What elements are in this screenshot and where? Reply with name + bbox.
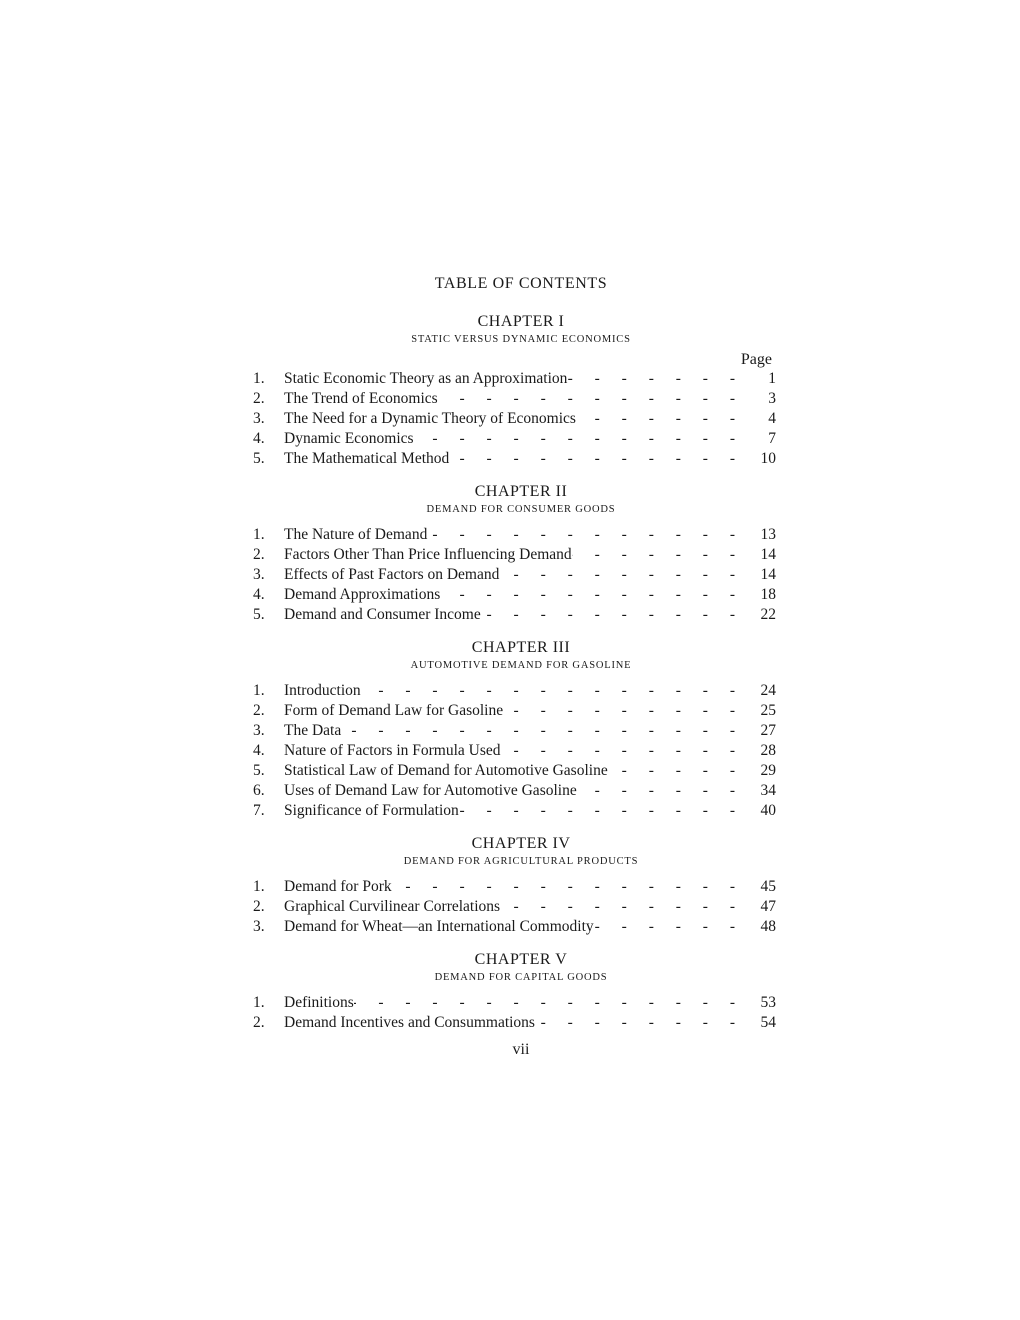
chapter-3 xyxy=(250,639,776,821)
chapter-subtitle: DEMAND FOR CAPITAL GOODS xyxy=(434,972,608,983)
toc-entry[interactable] xyxy=(250,525,776,545)
entry-number: 5. xyxy=(253,450,265,467)
entry-page: 40 xyxy=(760,802,776,819)
entry-title: Factors Other Than Price Influencing Demand xyxy=(284,546,572,563)
entry-page: 48 xyxy=(760,918,776,935)
entry-page: 54 xyxy=(760,1014,776,1031)
entry-title: Demand and Consumer Income xyxy=(284,606,481,623)
page-number: vii xyxy=(512,1041,530,1058)
entry-page: 45 xyxy=(760,878,776,895)
entry-number: 4. xyxy=(253,430,265,447)
entry-number: 2. xyxy=(253,898,265,915)
entry-page: 13 xyxy=(760,526,776,543)
chapter-subtitle: DEMAND FOR AGRICULTURAL PRODUCTS xyxy=(403,856,639,867)
chapter-4 xyxy=(250,835,776,937)
dot-leader xyxy=(535,1013,750,1033)
toc-entry[interactable] xyxy=(250,801,776,821)
entry-title: Demand for Pork xyxy=(284,878,392,895)
entry-number: 1. xyxy=(253,994,265,1011)
entry-page: 47 xyxy=(760,898,776,915)
dot-leader xyxy=(354,993,750,1013)
entry-number: 1. xyxy=(253,526,265,543)
entry-page: 34 xyxy=(760,782,776,799)
toc-entry[interactable] xyxy=(250,993,776,1013)
chapter-heading: CHAPTER III xyxy=(471,639,571,656)
toc-entry[interactable] xyxy=(250,917,776,937)
dot-leader xyxy=(577,781,750,801)
entry-page: 28 xyxy=(760,742,776,759)
entry-title: Static Economic Theory as an Approximation xyxy=(284,370,568,387)
dot-leader xyxy=(427,525,750,545)
entry-number: 5. xyxy=(253,762,265,779)
dot-leader xyxy=(481,605,750,625)
toc-entry[interactable] xyxy=(250,545,776,565)
toc-entry[interactable] xyxy=(250,701,776,721)
toc-entry[interactable] xyxy=(250,897,776,917)
chapter-subtitle: STATIC VERSUS DYNAMIC ECONOMICS xyxy=(411,334,631,345)
toc-entry[interactable] xyxy=(250,585,776,605)
dot-leader xyxy=(440,585,750,605)
entry-number: 3. xyxy=(253,722,265,739)
entry-title: Demand Incentives and Consummations xyxy=(284,1014,535,1031)
entry-page: 10 xyxy=(760,450,776,467)
entry-title: Dynamic Economics xyxy=(284,430,414,447)
entry-list xyxy=(250,993,776,1033)
entry-list xyxy=(250,369,776,469)
toc-entry[interactable] xyxy=(250,409,776,429)
toc-entry[interactable] xyxy=(250,389,776,409)
dot-leader xyxy=(567,369,750,389)
entry-number: 1. xyxy=(253,370,265,387)
chapter-heading: CHAPTER V xyxy=(474,951,568,968)
entry-number: 3. xyxy=(253,566,265,583)
dot-leader xyxy=(594,917,750,937)
entry-number: 5. xyxy=(253,606,265,623)
toc-entry[interactable] xyxy=(250,681,776,701)
toc-entry[interactable] xyxy=(250,449,776,469)
chapter-heading: CHAPTER II xyxy=(474,483,568,500)
toc-entry[interactable] xyxy=(250,1013,776,1033)
chapter-5 xyxy=(250,951,776,1033)
entry-title: Demand for Wheat—an International Commodity xyxy=(284,918,594,935)
entry-title: Significance of Formulation xyxy=(284,802,459,819)
entry-title: Form of Demand Law for Gasoline xyxy=(284,702,504,719)
entry-title: Introduction xyxy=(284,682,361,699)
entry-page: 4 xyxy=(768,410,776,427)
entry-number: 2. xyxy=(253,702,265,719)
toc-title: TABLE OF CONTENTS xyxy=(434,275,608,292)
entry-number: 6. xyxy=(253,782,265,799)
entry-page: 1 xyxy=(768,370,776,387)
entry-title: The Trend of Economics xyxy=(284,390,438,407)
entry-page: 25 xyxy=(760,702,776,719)
entry-page: 27 xyxy=(760,722,776,739)
dot-leader xyxy=(361,681,750,701)
entry-title: Uses of Demand Law for Automotive Gasoline xyxy=(284,782,577,799)
dot-leader xyxy=(414,429,750,449)
entry-title: The Mathematical Method xyxy=(284,450,450,467)
entry-title: Statistical Law of Demand for Automotive Gasoline xyxy=(284,762,608,779)
dot-leader xyxy=(576,409,750,429)
dot-leader xyxy=(392,877,750,897)
chapter-1 xyxy=(250,313,776,469)
toc-entry[interactable] xyxy=(250,605,776,625)
dot-leader xyxy=(503,701,750,721)
entry-number: 4. xyxy=(253,742,265,759)
entry-page: 7 xyxy=(768,430,776,447)
chapter-subtitle: AUTOMOTIVE DEMAND FOR GASOLINE xyxy=(410,660,632,671)
entry-title: Effects of Past Factors on Demand xyxy=(284,566,500,583)
entry-page: 18 xyxy=(760,586,776,603)
entry-number: 1. xyxy=(253,682,265,699)
toc-entry[interactable] xyxy=(250,761,776,781)
page-column-label: Page xyxy=(740,351,772,368)
entry-title: The Data xyxy=(284,722,342,739)
entry-page: 24 xyxy=(760,682,776,699)
entry-title: Graphical Curvilinear Correlations xyxy=(284,898,501,915)
chapter-heading: CHAPTER I xyxy=(477,313,565,330)
entry-number: 7. xyxy=(253,802,265,819)
entry-list xyxy=(250,877,776,937)
toc-entry[interactable] xyxy=(250,429,776,449)
toc-page xyxy=(250,275,776,1059)
chapter-2 xyxy=(250,483,776,625)
toc-entry[interactable] xyxy=(250,369,776,389)
entry-number: 4. xyxy=(253,586,265,603)
entry-title: The Need for a Dynamic Theory of Economics xyxy=(284,410,576,427)
entry-title: The Nature of Demand xyxy=(284,526,428,543)
dot-leader xyxy=(438,389,750,409)
entry-list xyxy=(250,681,776,821)
dot-leader xyxy=(449,449,750,469)
entry-number: 2. xyxy=(253,390,265,407)
toc-entry[interactable] xyxy=(250,741,776,761)
entry-title: Definitions xyxy=(284,994,354,1011)
entry-page: 14 xyxy=(760,546,776,563)
entry-title: Demand Approximations xyxy=(284,586,441,603)
entry-number: 3. xyxy=(253,410,265,427)
dot-leader xyxy=(501,741,750,761)
dot-leader xyxy=(341,721,750,741)
entry-page: 29 xyxy=(760,762,776,779)
toc-entry[interactable] xyxy=(250,565,776,585)
dot-leader xyxy=(499,565,750,585)
entry-number: 2. xyxy=(253,1014,265,1031)
entry-number: 2. xyxy=(253,546,265,563)
entry-number: 1. xyxy=(253,878,265,895)
toc-entry[interactable] xyxy=(250,877,776,897)
dot-leader xyxy=(572,545,750,565)
toc-entry[interactable] xyxy=(250,721,776,741)
entry-page: 3 xyxy=(768,390,776,407)
entry-title: Nature of Factors in Formula Used xyxy=(284,742,501,759)
entry-list xyxy=(250,525,776,625)
entry-number: 3. xyxy=(253,918,265,935)
entry-page: 22 xyxy=(760,606,776,623)
dot-leader xyxy=(608,761,750,781)
chapter-heading: CHAPTER IV xyxy=(471,835,571,852)
entry-page: 14 xyxy=(760,566,776,583)
dot-leader xyxy=(500,897,750,917)
entry-page: 53 xyxy=(760,994,776,1011)
dot-leader xyxy=(459,801,750,821)
toc-entry[interactable] xyxy=(250,781,776,801)
chapter-subtitle: DEMAND FOR CONSUMER GOODS xyxy=(426,504,616,515)
